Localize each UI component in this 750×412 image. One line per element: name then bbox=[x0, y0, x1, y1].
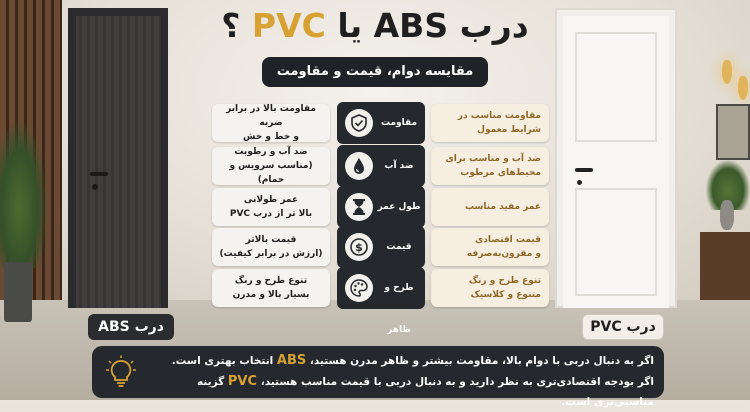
comparison-row-design bbox=[212, 269, 541, 335]
lightbulb-icon bbox=[104, 355, 138, 389]
line1-post: انتخاب بهتری است. bbox=[171, 355, 277, 367]
hourglass-icon bbox=[345, 193, 373, 221]
comparison-row-price bbox=[212, 228, 541, 266]
title-suffix: ؟ bbox=[221, 6, 252, 45]
side-cabinet bbox=[700, 232, 750, 300]
pvc-cell: تنوع طرح و رنگ متنوع و کلاسیک bbox=[431, 269, 549, 307]
plant-pot-left bbox=[4, 262, 32, 322]
page-title bbox=[215, 2, 535, 50]
pvc-cell: ضد آب و مناسب برای محیط‌های مرطوب bbox=[431, 147, 549, 185]
abs-door-handle bbox=[90, 172, 108, 176]
vase bbox=[720, 200, 734, 230]
feature-cell bbox=[337, 226, 425, 268]
subtitle-banner: مقایسه دوام، قیمت و مقاومت bbox=[262, 57, 488, 87]
pvc-door-label: درب PVC bbox=[582, 314, 664, 340]
pendant-lamp-2 bbox=[738, 76, 748, 100]
pvc-door-panel-bottom bbox=[575, 188, 657, 296]
pvc-cell: قیمت اقتصادی و مقرون‌به‌صرفه bbox=[431, 228, 549, 266]
abs-cell: ضد آب و رطوبت (مناسب سرویس و حمام) bbox=[212, 147, 330, 185]
pendant-lamp-1 bbox=[722, 60, 732, 84]
title-abs: ABS bbox=[373, 6, 449, 45]
abs-cell: تنوع طرح و رنگ بسیار بالا و مدرن bbox=[212, 269, 330, 307]
feature-label: مقاومت bbox=[380, 118, 418, 128]
comparison-row-waterproof bbox=[212, 147, 541, 185]
svg-text:$: $ bbox=[355, 241, 363, 254]
feature-cell bbox=[337, 186, 425, 228]
abs-cell: قیمت بالاتر (ارزش در برابر کیفیت) bbox=[212, 228, 330, 266]
abs-cell: مقاومت بالا در برابر ضربه و خط و خش bbox=[212, 104, 330, 142]
comparison-row-strength bbox=[212, 104, 541, 142]
title-middle: یا bbox=[325, 6, 374, 45]
conclusion-line-pvc bbox=[148, 372, 654, 408]
line2-post: گزینه مناسبی‌تری است. bbox=[197, 376, 654, 408]
pvc-cell: عمر مفید مناسب bbox=[431, 188, 549, 226]
line2-highlight: PVC bbox=[227, 374, 258, 389]
title-prefix: درب bbox=[448, 6, 529, 45]
feature-label: طرح و ظاهر bbox=[384, 283, 414, 335]
comparison-row-lifespan bbox=[212, 188, 541, 226]
pvc-door-handle bbox=[575, 168, 593, 172]
feature-cell bbox=[337, 145, 425, 187]
abs-door-label: درب ABS bbox=[88, 314, 174, 340]
water-drop-icon bbox=[345, 152, 373, 180]
abs-cell: عمر طولانی بالا تر از درب PVC bbox=[212, 188, 330, 226]
pvc-door-panel-top bbox=[575, 32, 657, 142]
title-pvc: PVC bbox=[251, 6, 326, 45]
wall-picture bbox=[716, 104, 750, 160]
conclusion-line-abs bbox=[148, 351, 654, 371]
line1-pre: اگر به دنبال دربی با دوام بالا، مقاومت بیشتر و ظاهر مدرن هستید، bbox=[306, 355, 654, 367]
shield-check-icon bbox=[345, 109, 373, 137]
feature-label: ضد آب bbox=[384, 161, 414, 171]
plant-left bbox=[0, 118, 48, 268]
abs-door-lock bbox=[92, 184, 98, 190]
line1-highlight: ABS bbox=[276, 353, 307, 368]
conclusion-footer bbox=[92, 346, 664, 408]
feature-label: قیمت bbox=[386, 242, 412, 252]
abs-door-image bbox=[76, 16, 161, 308]
line2-pre: اگر بودجه اقتصادی‌تری به نظر دارید و به دنبال دربی با قیمت مناسب هستید، bbox=[257, 376, 654, 388]
feature-cell bbox=[337, 267, 425, 335]
pvc-cell: مقاومت مناسب در شرایط معمول bbox=[431, 104, 549, 142]
feature-label: طول عمر bbox=[377, 202, 421, 212]
pvc-door-lock bbox=[577, 180, 582, 185]
dollar-coin-icon bbox=[345, 233, 373, 261]
palette-icon bbox=[345, 274, 373, 302]
feature-cell bbox=[337, 102, 425, 144]
